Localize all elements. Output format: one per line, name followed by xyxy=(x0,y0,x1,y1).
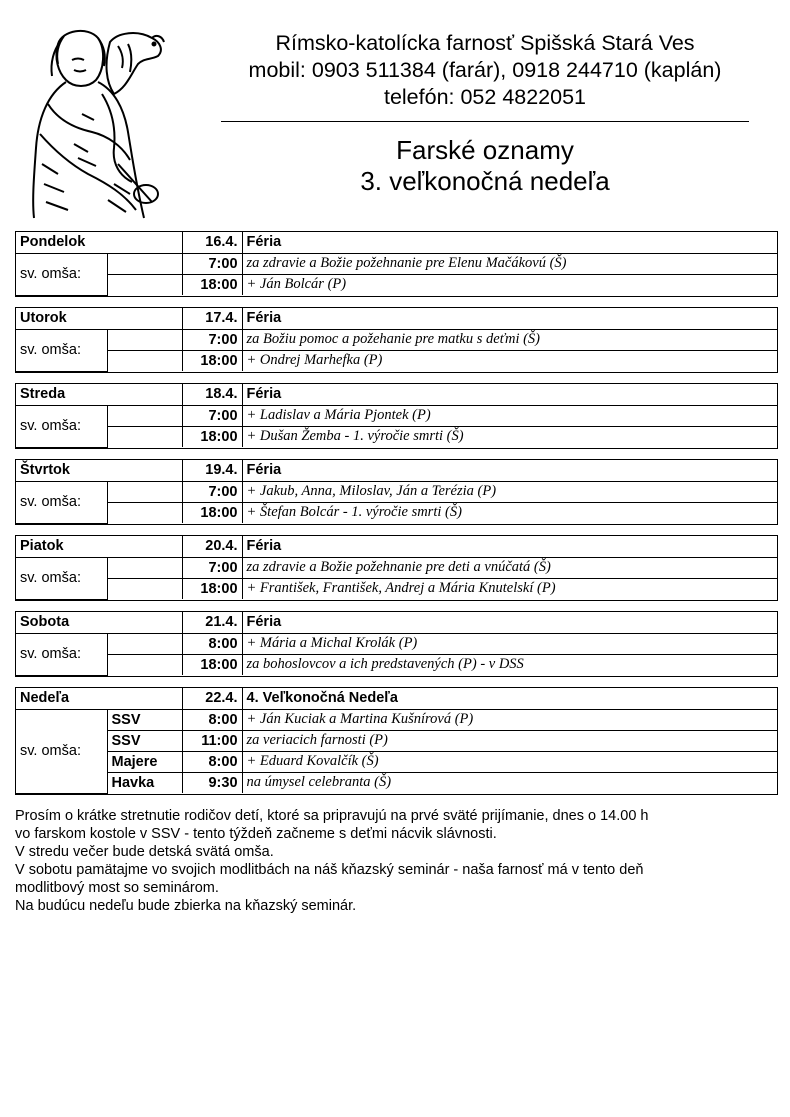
announcement-line: Prosím o krátke stretnutie rodičov detí, ktoré sa pripravujú na prvé sväté prijímanie, dnes o 14.00 h xyxy=(15,808,649,824)
day-block-sunday xyxy=(15,687,778,795)
header-divider xyxy=(221,121,749,122)
mass-time: 7:00 xyxy=(182,329,242,350)
day-name: Streda xyxy=(16,384,182,405)
announcement-line: V stredu večer bude detská svätá omša. xyxy=(15,844,274,860)
day-header-row xyxy=(16,612,777,633)
mass-time: 8:00 xyxy=(182,751,242,772)
day-date: 21.4. xyxy=(182,612,242,633)
mass-place xyxy=(107,633,182,654)
day-header-row xyxy=(16,308,777,329)
mass-place xyxy=(107,557,182,578)
day-header-row xyxy=(16,688,777,709)
day-feast: Féria xyxy=(242,460,777,481)
mass-intention: + František, František, Andrej a Mária Knutelskí (P) xyxy=(242,578,777,599)
mass-time: 9:30 xyxy=(182,772,242,793)
day-header-row xyxy=(16,384,777,405)
day-header-row xyxy=(16,232,777,253)
mass-row xyxy=(16,426,777,447)
mass-place: SSV xyxy=(107,709,182,730)
mass-intention: + Ladislav a Mária Pjontek (P) xyxy=(242,405,777,426)
mass-label: sv. omša: xyxy=(16,405,107,447)
mass-time: 18:00 xyxy=(182,654,242,675)
mass-time: 7:00 xyxy=(182,405,242,426)
mass-label: sv. omša: xyxy=(16,633,107,675)
mass-place xyxy=(107,502,182,523)
page-subtitle: 3. veľkonočná nedeľa xyxy=(360,166,610,196)
day-date: 20.4. xyxy=(182,536,242,557)
day-feast: 4. Veľkonočná Nedeľa xyxy=(242,688,777,709)
mass-row xyxy=(16,557,777,578)
mass-intention: za zdravie a Božie požehnanie pre Elenu Mačákovú (Š) xyxy=(242,253,777,274)
day-block-tuesday xyxy=(15,307,778,373)
mass-label: sv. omša: xyxy=(16,481,107,523)
mass-place xyxy=(107,481,182,502)
mass-label: sv. omša: xyxy=(16,557,107,599)
day-block-thursday xyxy=(15,459,778,525)
day-date: 16.4. xyxy=(182,232,242,253)
mass-time: 18:00 xyxy=(182,578,242,599)
mobile-contact: mobil: 0903 511384 (farár), 0918 244710 (kaplán) xyxy=(248,58,722,82)
mass-place xyxy=(107,329,182,350)
mass-label: sv. omša: xyxy=(16,329,107,371)
mass-time: 7:00 xyxy=(182,253,242,274)
mass-row xyxy=(16,633,777,654)
mass-time: 7:00 xyxy=(182,481,242,502)
mass-row xyxy=(16,654,777,675)
mass-place xyxy=(107,426,182,447)
announcement-line: vo farskom kostole v SSV - tento týždeň začneme s deťmi nácvik slávnosti. xyxy=(15,826,497,842)
mass-time: 8:00 xyxy=(182,709,242,730)
day-block-wednesday xyxy=(15,383,778,449)
mass-label: sv. omša: xyxy=(16,709,107,793)
mass-intention: za bohoslovcov a ich predstavených (P) - v DSS xyxy=(242,654,777,675)
saint-with-lamb-icon xyxy=(18,24,170,220)
day-name: Sobota xyxy=(16,612,182,633)
announcement-line: modlitbový most so seminárom. xyxy=(15,880,219,896)
day-name: Nedeľa xyxy=(16,688,182,709)
mass-row xyxy=(16,502,777,523)
mass-place xyxy=(107,578,182,599)
mass-time: 7:00 xyxy=(182,557,242,578)
mass-intention: za zdravie a Božie požehnanie pre deti a vnúčatá (Š) xyxy=(242,557,777,578)
mass-time: 11:00 xyxy=(182,730,242,751)
mass-place xyxy=(107,274,182,295)
day-feast: Féria xyxy=(242,232,777,253)
announcements xyxy=(15,807,775,915)
mass-label: sv. omša: xyxy=(16,253,107,295)
mass-time: 18:00 xyxy=(182,426,242,447)
day-feast: Féria xyxy=(242,612,777,633)
parish-name: Rímsko-katolícka farnosť Spišská Stará Ves xyxy=(275,31,695,55)
mass-intention: na úmysel celebranta (Š) xyxy=(242,772,777,793)
day-feast: Féria xyxy=(242,536,777,557)
mass-row xyxy=(16,350,777,371)
day-date: 18.4. xyxy=(182,384,242,405)
mass-place: SSV xyxy=(107,730,182,751)
day-date: 22.4. xyxy=(182,688,242,709)
mass-place: Havka xyxy=(107,772,182,793)
mass-row xyxy=(16,481,777,502)
day-feast: Féria xyxy=(242,384,777,405)
mass-intention: za veriacich farnosti (P) xyxy=(242,730,777,751)
day-date: 19.4. xyxy=(182,460,242,481)
mass-intention: + Ján Bolcár (P) xyxy=(242,274,777,295)
day-block-monday xyxy=(15,231,778,297)
mass-time: 8:00 xyxy=(182,633,242,654)
mass-place xyxy=(107,654,182,675)
day-header-row xyxy=(16,460,777,481)
day-name: Utorok xyxy=(16,308,182,329)
announcement-line: Na budúcu nedeľu bude zbierka na kňazský seminár. xyxy=(15,898,357,914)
mass-time: 18:00 xyxy=(182,502,242,523)
mass-row xyxy=(16,772,777,793)
day-name: Štvrtok xyxy=(16,460,182,481)
parish-logo xyxy=(18,24,170,220)
mass-row xyxy=(16,405,777,426)
day-block-friday xyxy=(15,535,778,601)
header xyxy=(200,30,770,197)
mass-row xyxy=(16,274,777,295)
announcement-line: V sobotu pamätajme vo svojich modlitbách na náš kňazský seminár - naša farnosť má v tento deň xyxy=(15,862,644,878)
day-header-row xyxy=(16,536,777,557)
mass-intention: + Ján Kuciak a Martina Kušnírová (P) xyxy=(242,709,777,730)
mass-time: 18:00 xyxy=(182,274,242,295)
mass-row xyxy=(16,730,777,751)
day-name: Pondelok xyxy=(16,232,182,253)
mass-intention: + Štefan Bolcár - 1. výročie smrti (Š) xyxy=(242,502,777,523)
mass-place: Majere xyxy=(107,751,182,772)
mass-place xyxy=(107,253,182,274)
mass-intention: + Dušan Žemba - 1. výročie smrti (Š) xyxy=(242,426,777,447)
mass-intention: za Božiu pomoc a požehanie pre matku s deťmi (Š) xyxy=(242,329,777,350)
mass-place xyxy=(107,350,182,371)
phone-contact: telefón: 052 4822051 xyxy=(383,85,587,109)
mass-row xyxy=(16,751,777,772)
day-block-saturday xyxy=(15,611,778,677)
mass-intention: + Ondrej Marhefka (P) xyxy=(242,350,777,371)
day-date: 17.4. xyxy=(182,308,242,329)
mass-row xyxy=(16,253,777,274)
mass-row xyxy=(16,329,777,350)
day-feast: Féria xyxy=(242,308,777,329)
mass-intention: + Mária a Michal Krolák (P) xyxy=(242,633,777,654)
mass-intention: + Jakub, Anna, Miloslav, Ján a Terézia (P) xyxy=(242,481,777,502)
mass-intention: + Eduard Kovalčík (Š) xyxy=(242,751,777,772)
day-name: Piatok xyxy=(16,536,182,557)
mass-place xyxy=(107,405,182,426)
mass-time: 18:00 xyxy=(182,350,242,371)
mass-row xyxy=(16,578,777,599)
page-title: Farské oznamy xyxy=(396,135,574,165)
mass-row xyxy=(16,709,777,730)
